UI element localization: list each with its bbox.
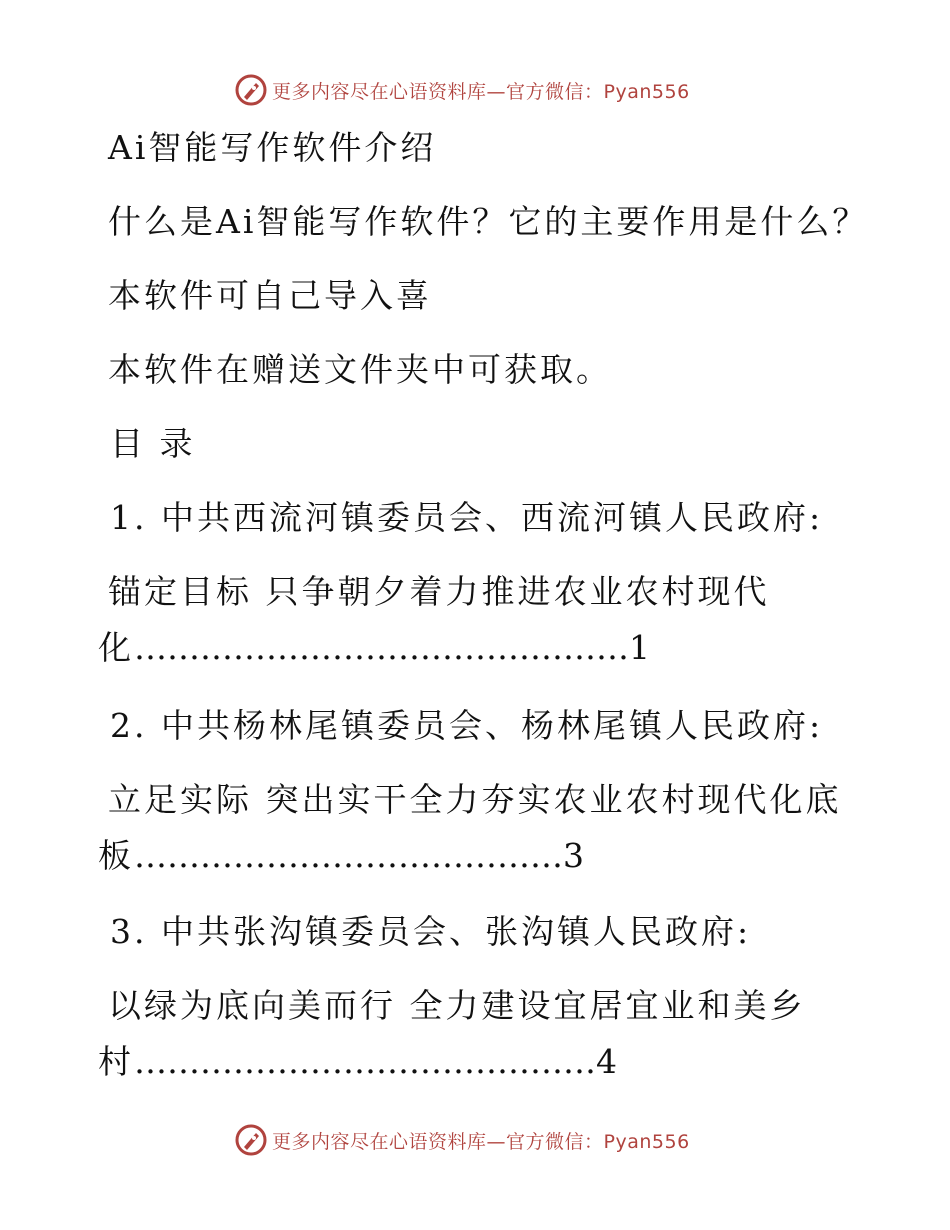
pen-nib-seal-icon [234,73,268,107]
toc-entry-title-tail: 村 [98,1042,134,1081]
watermark-text: 更多内容尽在心语资料库—官方微信：Pyan556 [272,80,690,103]
toc-entry-number: 3. [110,912,148,951]
import-line: 本软件可自己导入喜 [108,276,432,315]
toc-entry-1-title: 锚定目标 只争朝夕着力推进农业农村现代 [108,572,770,611]
toc-entry-3-org [110,912,751,952]
pen-nib-seal-icon [234,1123,268,1157]
toc-entry-number: 2. [110,706,148,745]
document-title: Ai智能写作软件介绍 [108,128,437,167]
header-watermark [234,72,690,108]
toc-entry-number: 1. [110,498,148,537]
toc-page-number: 1 [629,628,653,667]
toc-entry-org: 中共张沟镇委员会、张沟镇人民政府: [161,912,752,951]
watermark-text: 更多内容尽在心语资料库—官方微信：Pyan556 [272,1130,690,1153]
toc-page-number: 4 [596,1042,620,1081]
toc-entry-3-page-line [98,1042,620,1082]
footer-watermark [234,1122,690,1158]
toc-entry-2-title: 立足实际 突出实干全力夯实农业农村现代化底 [108,780,842,819]
toc-entry-1-page-line [98,628,653,668]
toc-entry-2-page-line [98,836,587,876]
toc-leader-dots: ………………………………… [134,836,563,875]
toc-heading: 目 录 [110,424,196,463]
question-line: 什么是Ai智能写作软件？它的主要作用是什么？ [108,202,869,241]
toc-entry-1-org [110,498,823,538]
toc-leader-dots: ……………………………………… [134,628,629,667]
toc-leader-dots: …………………………………… [134,1042,596,1081]
toc-entry-org: 中共杨林尾镇委员会、杨林尾镇人民政府: [161,706,824,745]
toc-entry-title-tail: 化 [98,628,134,667]
toc-entry-title-tail: 板 [98,836,134,875]
toc-page-number: 3 [563,836,587,875]
toc-entry-org: 中共西流河镇委员会、西流河镇人民政府: [161,498,824,537]
toc-entry-2-org [110,706,823,746]
obtain-line: 本软件在赠送文件夹中可获取。 [108,350,612,389]
toc-entry-3-title: 以绿为底向美而行 全力建设宜居宜业和美乡 [108,986,806,1025]
